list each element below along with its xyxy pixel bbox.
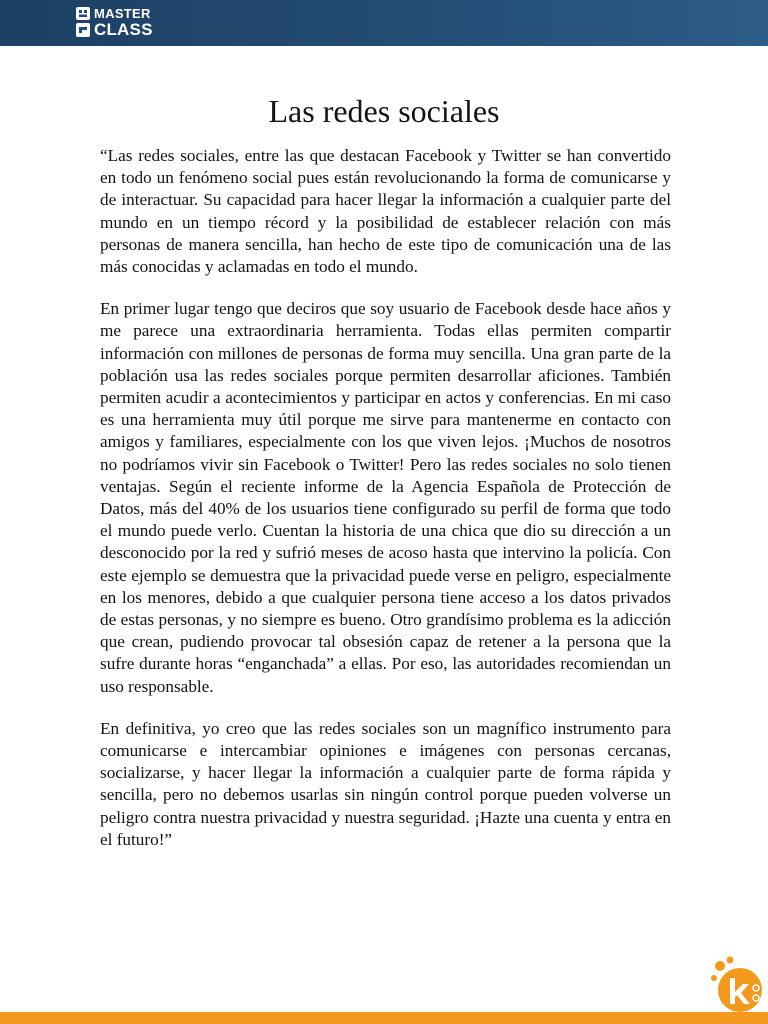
- document-body: [100, 145, 671, 871]
- logo-line-master: MASTER: [94, 5, 151, 21]
- masterclass-logo-icon: [76, 7, 90, 37]
- document-title: Las redes sociales: [268, 93, 500, 129]
- paragraph-conclusion: En definitiva, yo creo que las redes sociales son un magnífico instrumento para comunicarse e intercambiar opiniones e imágenes con personas cercanas, socializarse, y hacer llegar la información a cualquier parte de forma rápida y sencilla, pero no debemos usarlas sin ningún control porque pueden volverse un peligro contra nuestra privacidad y nuestra seguridad. ¡Hazte una cuenta y entra en el futuro!”: [100, 718, 671, 849]
- logo-line-class: CLASS: [94, 19, 153, 39]
- footer-bar: [0, 1012, 768, 1024]
- masterclass-wordmark: [94, 7, 153, 38]
- paragraph-intro: “Las redes sociales, entre las que destacan Facebook y Twitter se han convertido en todo un fenómeno social pues están revolucionando la forma de comunicarse y de interactuar. Su capacidad para hacer llegar la información a cualquier parte del mundo en un tiempo récord y la posibilidad de establecer relación con más personas de manera sencilla, han hecho de este tipo de comunicación una de las más conocidas y aclamadas en todo el mundo.: [100, 146, 671, 277]
- masterclass-logo: [76, 6, 153, 38]
- paragraph-main: En primer lugar tengo que deciros que soy usuario de Facebook desde hace años y me parece una extraordinaria herramienta. Todas ellas permiten compartir información con millones de personas de forma muy sencilla. Una gran parte de la población usa las redes sociales porque permiten desarrollar aficiones. También permiten acudir a acontecimientos y participar en actos y conferencias. En mi caso es una herramienta muy útil porque me sirve para mantenerme en contacto con amigos y familiares, especialmente con los que viven lejos. ¡Muchos de nosotros no podríamos vivir sin Facebook o Twitter! Pero las redes sociales no solo tienen ventajas. Según el reciente informe de la Agencia Española de Protección de Datos, más del 40% de los usuarios tiene configurado su perfil de forma que todo el mundo puede verlo. Cuentan la historia de una chica que dio su dirección a un desconocido por la red y sufrió meses de acoso hasta que intervino la policía. Con este ejemplo se demuestra que la privacidad puede verse en peligro, especialmente en los menores, debido a que cualquier persona tiene acceso a los datos privados de estas personas, y no siempre es bueno. Otro grandísimo problema es la adicción que crean, pudiendo provocar tal obsesión capaz de retener a la persona que la sufre durante horas “enganchada” a ellas. Por eso, las autoridades recomiendan un uso responsable.: [100, 299, 671, 696]
- header-bar: [0, 0, 768, 46]
